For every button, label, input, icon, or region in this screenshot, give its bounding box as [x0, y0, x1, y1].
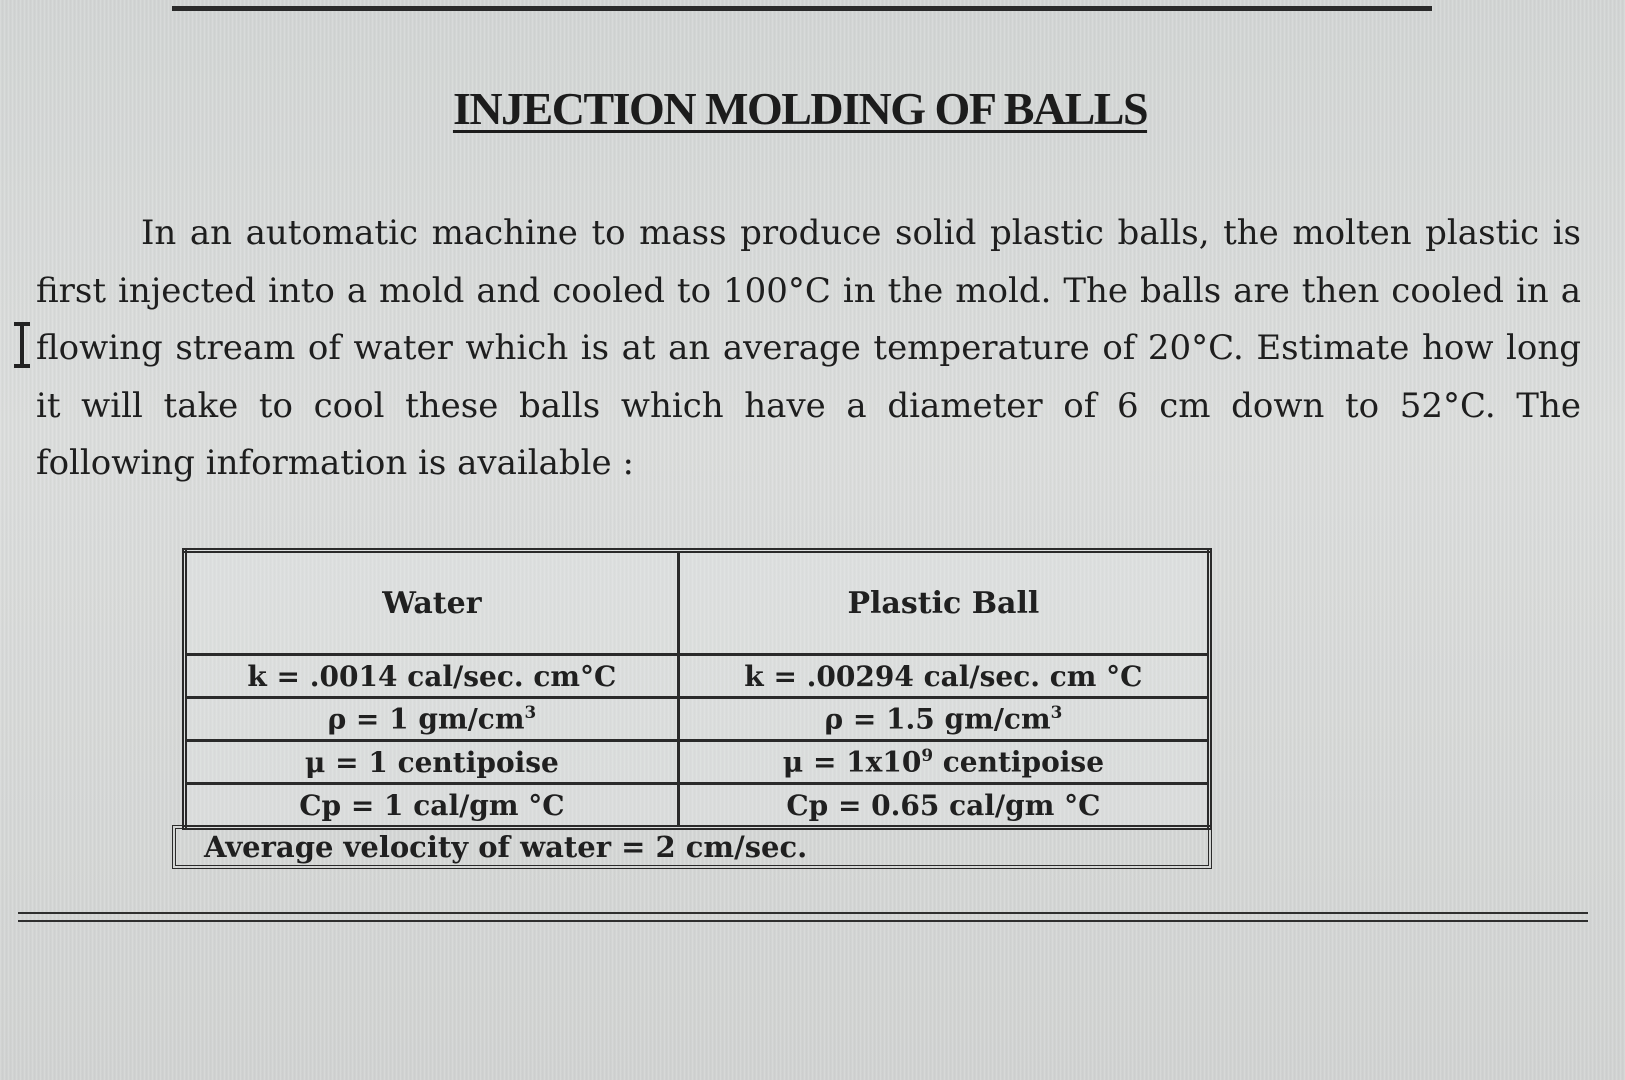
plastic-viscosity — [678, 741, 1209, 784]
plastic-viscosity-unit: centipoise — [933, 745, 1105, 779]
water-heat-capacity: Cp = 1 cal/gm °C — [185, 784, 679, 828]
problem-paragraph: In an automatic machine to mass produce solid plastic balls, the molten plastic is first injected into a mold and cooled to 100°C in the mold. The balls are then cooled in a flowing stream of water which is at an average temperature of 20°C. Estimate how long it will take to cool these balls which have a diameter of 6 cm down to 52°C. The following information is available : — [36, 213, 1581, 483]
header-plastic-ball: Plastic Ball — [678, 551, 1209, 655]
bottom-divider — [18, 912, 1588, 922]
table-row — [185, 698, 1210, 741]
water-viscosity: μ = 1 centipoise — [185, 741, 679, 784]
plastic-density-exponent: 3 — [1050, 702, 1063, 723]
plastic-conductivity: k = .00294 cal/sec. cm °C — [678, 655, 1209, 698]
water-conductivity: k = .0014 cal/sec. cm°C — [185, 655, 679, 698]
table-header-row — [185, 551, 1210, 655]
plastic-viscosity-exponent: 9 — [921, 745, 933, 766]
table-row — [185, 784, 1210, 828]
properties-table — [182, 548, 1212, 830]
table-row — [185, 741, 1210, 784]
table-row — [185, 655, 1210, 698]
plastic-density-value: ρ = 1.5 gm/cm — [824, 702, 1051, 736]
header-water: Water — [185, 551, 679, 655]
plastic-density — [678, 698, 1209, 741]
page-title: INJECTION MOLDING OF BALLS — [452, 83, 1148, 134]
plastic-heat-capacity: Cp = 0.65 cal/gm °C — [678, 784, 1209, 828]
text-cursor-icon — [14, 322, 30, 368]
water-density — [185, 698, 679, 741]
plastic-viscosity-value: μ = 1x10 — [782, 745, 922, 779]
average-velocity-note: Average velocity of water = 2 cm/sec. — [172, 825, 1212, 869]
top-divider — [172, 6, 1432, 11]
water-density-value: ρ = 1 gm/cm — [327, 702, 525, 736]
water-density-exponent: 3 — [524, 702, 537, 723]
